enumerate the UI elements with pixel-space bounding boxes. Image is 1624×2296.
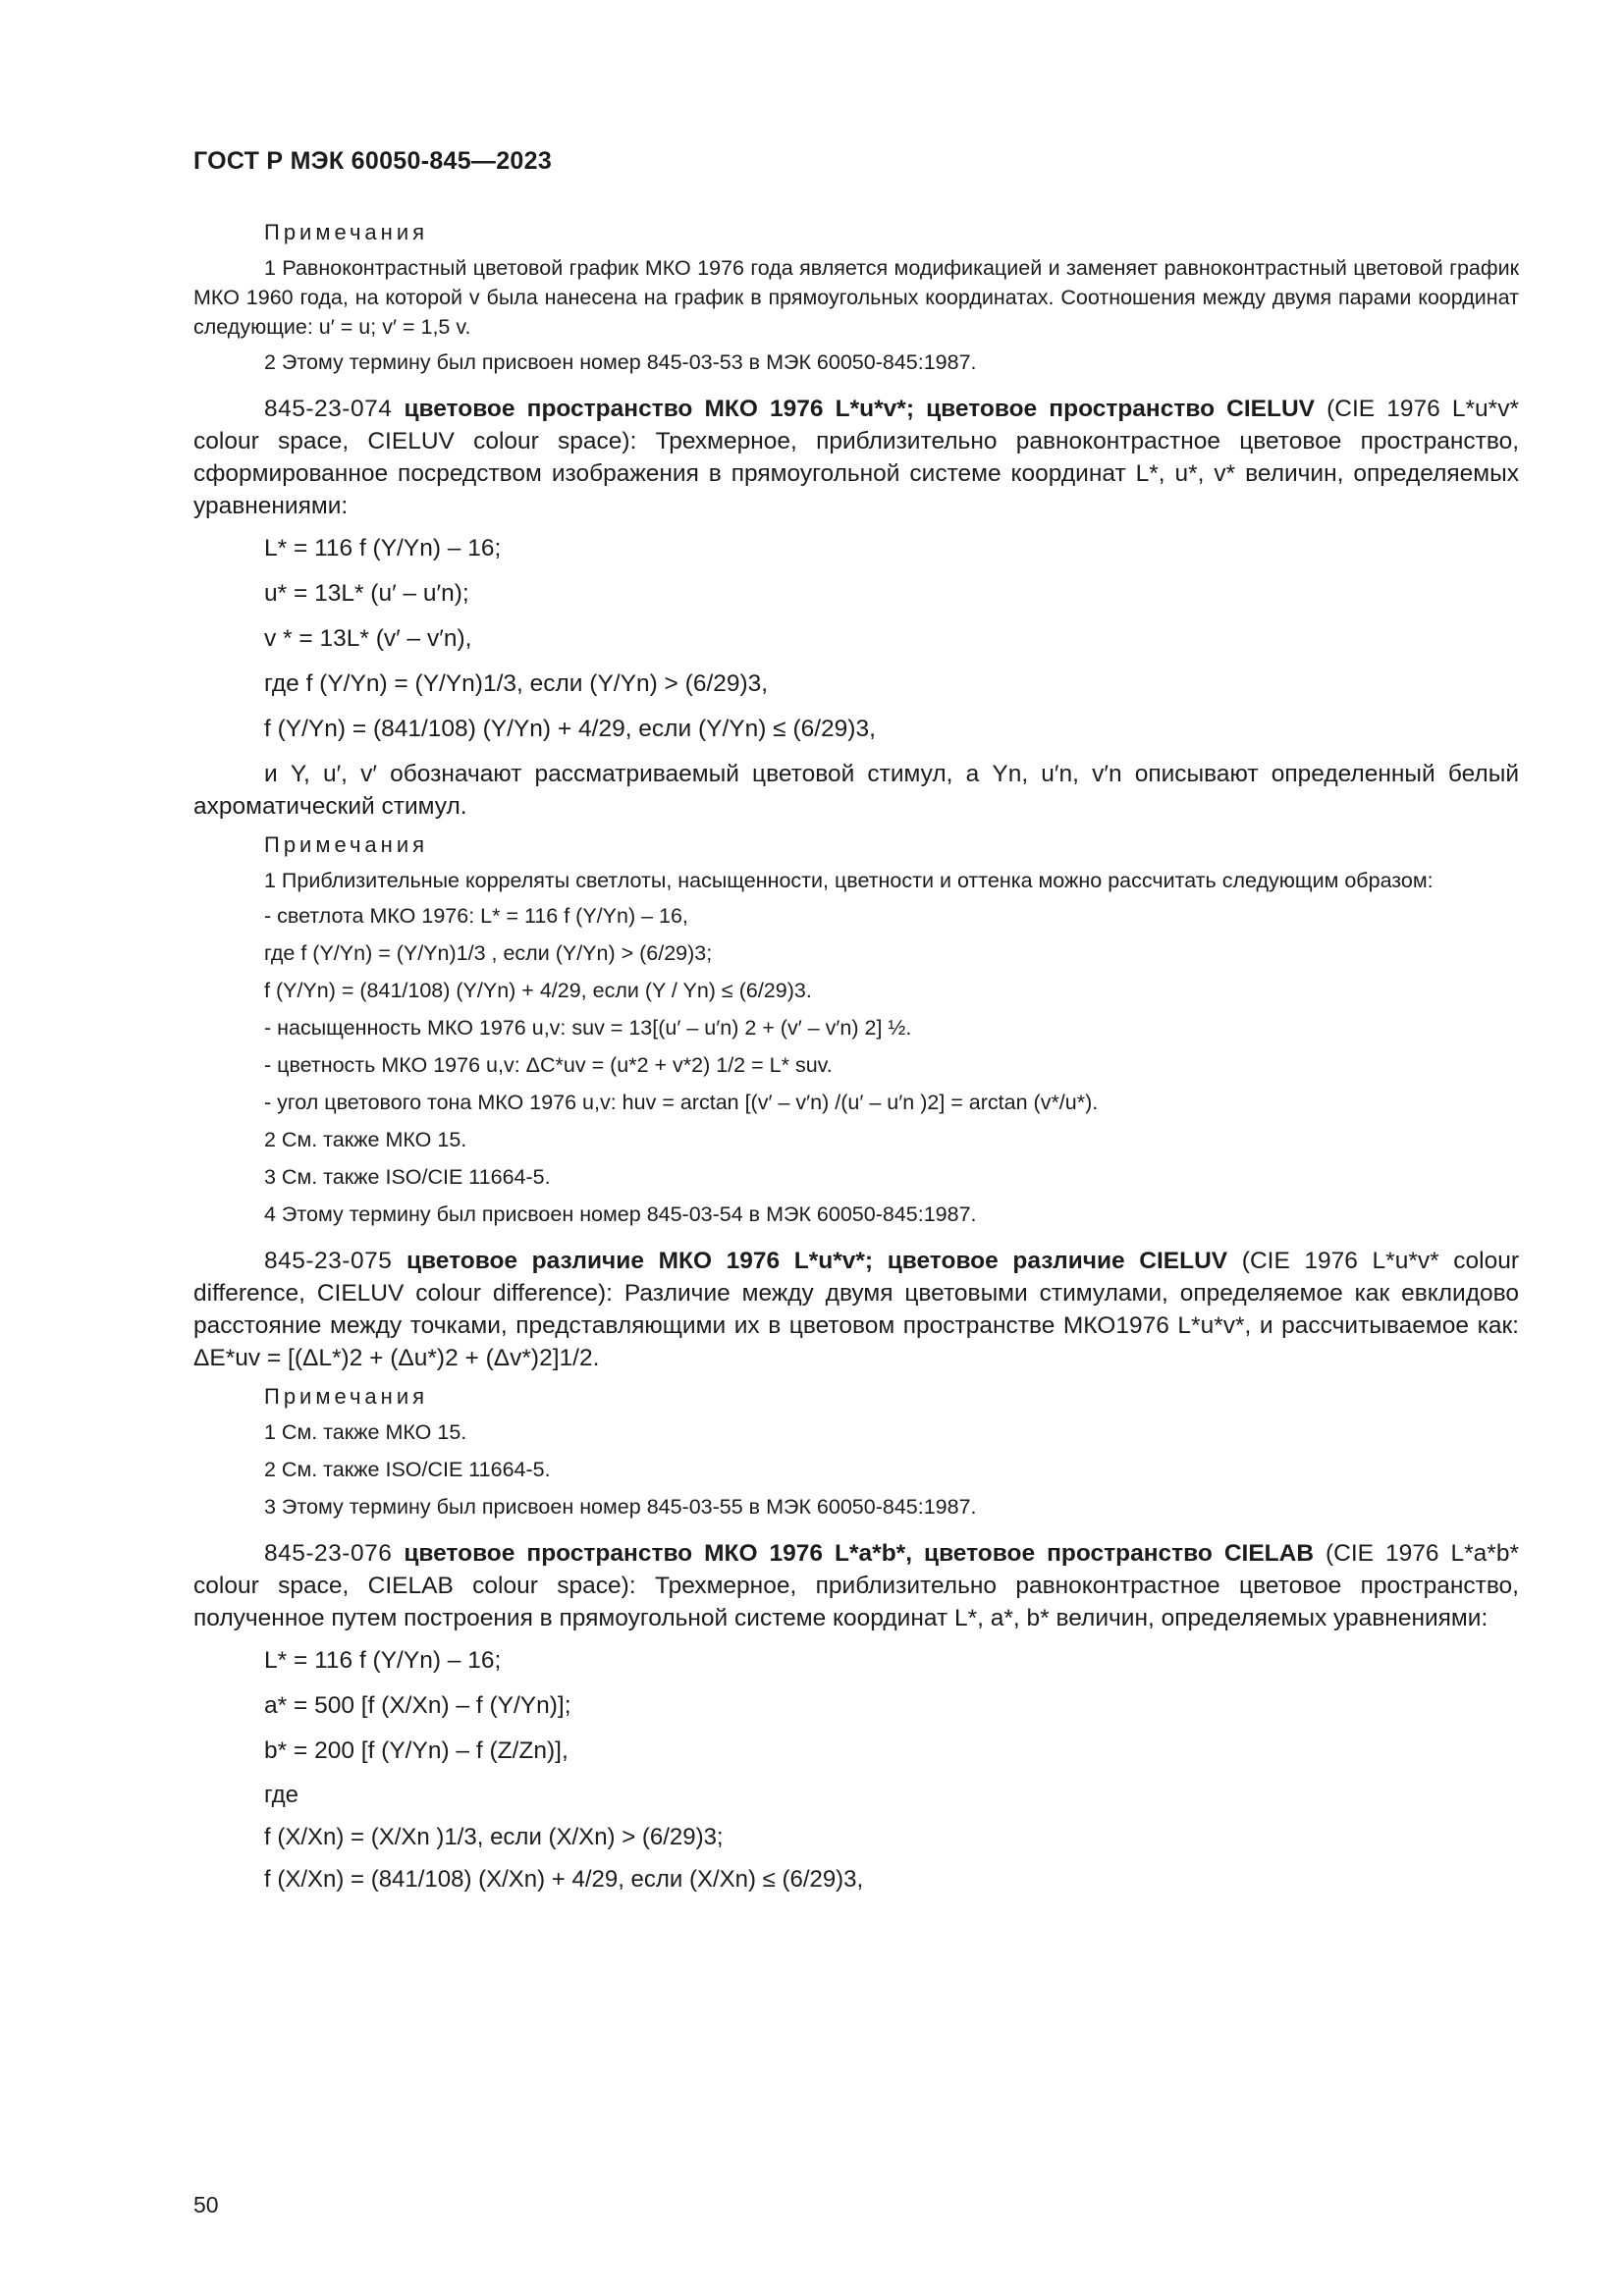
formula: v * = 13L* (v′ – v′n), (264, 625, 472, 652)
term-english: (CIE 1976 L*u*v* colour space, CIELUV colour space): (193, 396, 1519, 454)
document-page (193, 147, 1519, 1906)
term-english: (CIE 1976 L*u*v* colour difference, CIELUV colour difference): (193, 1248, 1520, 1307)
formula: L* = 116 f (Y/Yn) – 16; (264, 1647, 502, 1674)
note-formula: - насыщенность МКО 1976 u,v: suv = 13[(u′ – u′n) 2 + (v′ – v′n) 2] ½. (264, 1016, 912, 1040)
term-entry (193, 1537, 1519, 1634)
note-formula: - цветность МКО 1976 u,v: ΔC*uv = (u*2 + v*2) 1/2 = L* suv. (264, 1053, 833, 1077)
term-number: 845-23-074 (264, 396, 393, 422)
formula: b* = 200 [f (Y/Yn) – f (Z/Zn)], (264, 1737, 568, 1764)
note-formula: где f (Y/Yn) = (Y/Yn)1/3 , если (Y/Yn) > (6/29)3; (264, 941, 713, 965)
note-text: 2 См. также ISO/CIE 11664-5. (264, 1458, 551, 1481)
document-header: ГОСТ Р МЭК 60050-845—2023 (193, 147, 553, 175)
note-formula: - светлота МКО 1976: L* = 116 f (Y/Yn) – 16, (264, 904, 688, 928)
note-text: 2 Этому термину был присвоен номер 845-03-53 в МЭК 60050-845:1987. (264, 350, 977, 374)
formula: где (264, 1782, 299, 1808)
note-text: 4 Этому термину был присвоен номер 845-03-54 в МЭК 60050-845:1987. (264, 1202, 977, 1226)
note-text: 3 Этому термину был присвоен номер 845-03-55 в МЭК 60050-845:1987. (264, 1495, 977, 1519)
term-name: цветовое пространство МКО 1976 L*u*v*; цветовое пространство CIELUV (404, 396, 1316, 422)
term-english: (CIE 1976 L*a*b* colour space, CIELAB colour space): (193, 1540, 1519, 1599)
paragraph: и Y, u′, v′ обозначают рассматриваемый цветовой стимул, а Yn, u′n, v′n описывают определенный белый ахроматический стимул. (193, 761, 1519, 820)
note-text: 1 См. также МКО 15. (264, 1420, 467, 1444)
term-name: цветовое пространство МКО 1976 L*a*b*, цветовое пространство CIELAB (404, 1540, 1315, 1567)
formula: f (X/Xn) = (841/108) (X/Xn) + 4/29, если (X/Xn) ≤ (6/29)3, (264, 1866, 864, 1893)
term-definition: Трехмерное, приблизительно равноконтрастное цветовое пространство, сформированное посредством изображения в прямоугольной системе координат L*, u*, v* величин, определяемых уравнениями: (193, 428, 1520, 519)
note-text: 2 См. также МКО 15. (264, 1128, 467, 1151)
term-name: цветовое различие МКО 1976 L*u*v*; цветовое различие CIELUV (406, 1248, 1228, 1274)
notes-title: Примечания (264, 1384, 429, 1409)
notes-title: Примечания (264, 220, 429, 244)
term-number: 845-23-076 (264, 1540, 393, 1567)
note-formula: - угол цветового тона МКО 1976 u,v: huv = arctan [(v′ – v′n) /(u′ – u′n )2] = arctan (v*/u*). (264, 1091, 1099, 1114)
term-definition: Различие между двумя цветовыми стимулами, определяемое как евклидово расстояние между точками, представляющими их в цветовом пространстве МКО1976 L*u*v*, и рассчитываемое как: ΔE*uv = [(ΔL*)2 + (Δu*)2 + (Δv*)2]1/2. (193, 1280, 1519, 1371)
term-entry (193, 1245, 1519, 1374)
formula: где f (Y/Yn) = (Y/Yn)1/3, если (Y/Yn) > (6/29)3, (264, 670, 769, 697)
note-text: 1 Равноконтрастный цветовой график МКО 1976 года является модификацией и заменяет равноконтрастный цветовой график МКО 1960 года, на которой v была нанесена на график в прямоугольных координатах. Соотношения между двумя парами координат следующие: u′ = u; v′ = 1,5 v. (193, 256, 1519, 339)
note-text: 1 Приблизительные корреляты светлоты, насыщенности, цветности и оттенка можно рассчитать следующим образом: (264, 869, 1434, 892)
note-text: 3 См. также ISO/CIE 11664-5. (264, 1165, 551, 1189)
note-formula: f (Y/Yn) = (841/108) (Y/Yn) + 4/29, если (Y / Yn) ≤ (6/29)3. (264, 979, 812, 1002)
notes-title: Примечания (264, 832, 429, 857)
formula: a* = 500 [f (X/Xn) – f (Y/Yn)]; (264, 1692, 571, 1719)
page-number: 50 (193, 2192, 219, 2217)
formula: f (Y/Yn) = (841/108) (Y/Yn) + 4/29, если (Y/Yn) ≤ (6/29)3, (264, 716, 876, 742)
formula: u* = 13L* (u′ – u′n); (264, 580, 469, 607)
formula: L* = 116 f (Y/Yn) – 16; (264, 535, 502, 561)
formula: f (X/Xn) = (X/Xn )1/3, если (X/Xn) > (6/29)3; (264, 1824, 724, 1850)
term-entry (193, 393, 1519, 522)
term-number: 845-23-075 (264, 1248, 393, 1274)
term-definition: Трехмерное, приблизительно равноконтрастное цветовое пространство, полученное путем построения в прямоугольной системе координат L*, a*, b* величин, определяемых уравнениями: (193, 1573, 1519, 1631)
